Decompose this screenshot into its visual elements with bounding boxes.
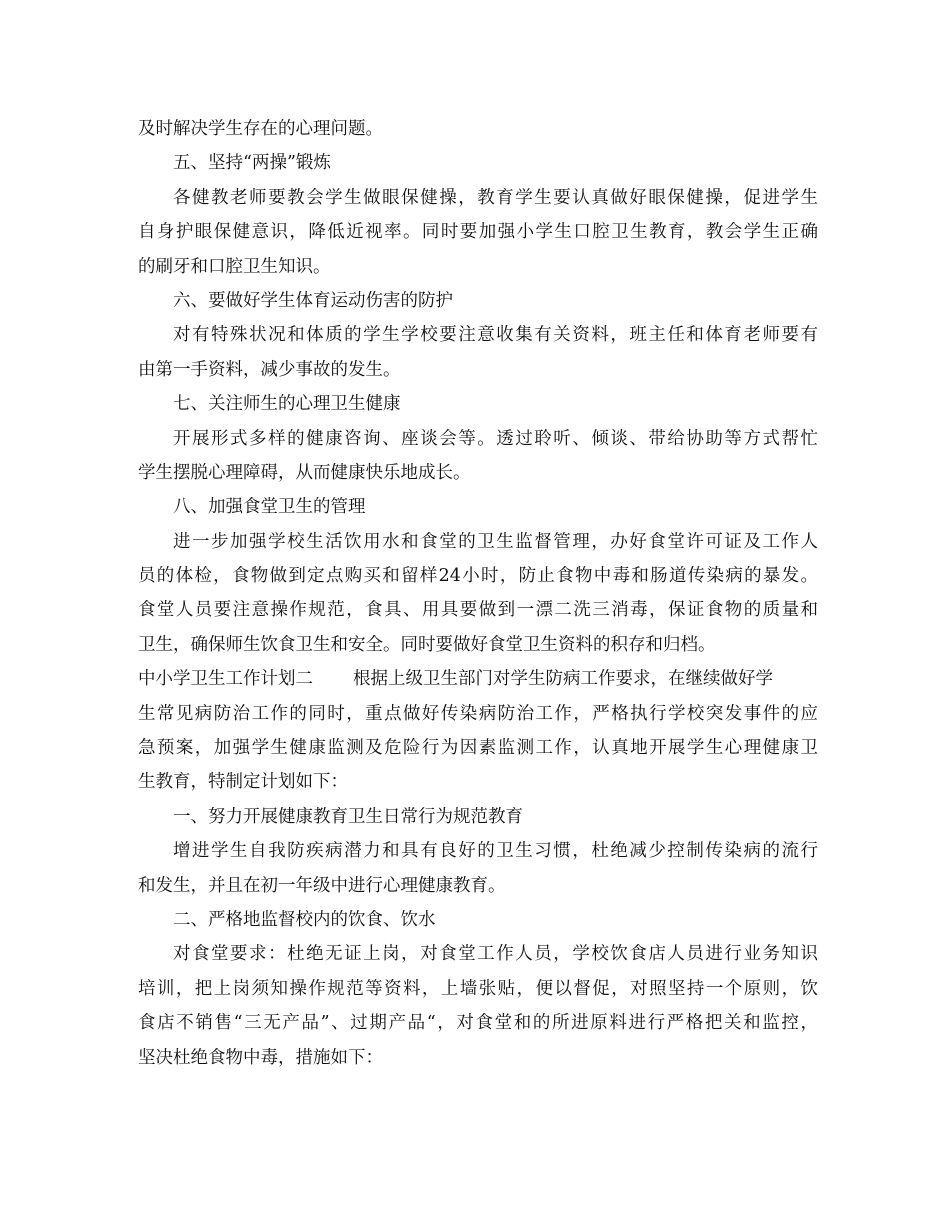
section-heading-eight: 八、加强食堂卫生的管理 bbox=[173, 497, 366, 518]
document-body bbox=[138, 112, 818, 1075]
paragraph-line: 学生摆脱心理障碍，从而健康快乐地成长。 bbox=[138, 462, 471, 483]
plan-two-first-line: 根据上级卫生部门对学生防病工作要求，在继续做好学 bbox=[353, 669, 773, 690]
paragraph-line: 开展形式多样的健康咨询、座谈会等。透过聆听、倾谈、带给协助等方式帮忙 bbox=[173, 428, 818, 449]
paragraph-line: 由第一手资料，减少事故的发生。 bbox=[138, 359, 401, 380]
plan-two-intro-line bbox=[138, 662, 818, 696]
paragraph-line: 和发生，并且在初一年级中进行心理健康教育。 bbox=[138, 875, 506, 896]
paragraph-line: 卫生，确保师生饮食卫生和安全。同时要做好食堂卫生资料的积存和归档。 bbox=[138, 634, 716, 655]
paragraph-line: 进一步加强学校生活饮用水和食堂的卫生监督管理，办好食堂许可证及工作人 bbox=[173, 531, 818, 552]
section-heading-six: 六、要做好学生体育运动伤害的防护 bbox=[173, 290, 453, 311]
paragraph-line: 生常见病防治工作的同时，重点做好传染病防治工作，严格执行学校突发事件的应 bbox=[138, 703, 818, 724]
paragraph-line: 培训，把上岗须知操作规范等资料，上墙张贴，便以督促，对照坚持一个原则，饮 bbox=[138, 978, 818, 999]
section-heading-five: 五、坚持“两操”锻炼 bbox=[173, 153, 331, 174]
paragraph-line: 增进学生自我防疾病潜力和具有良好的卫生习惯，杜绝减少控制传染病的流行 bbox=[173, 841, 818, 862]
paragraph-line: 生教育，特制定计划如下： bbox=[138, 772, 348, 793]
paragraph-line: 各健教老师要教会学生做眼保健操，教育学生要认真做好眼保健操，促进学生 bbox=[173, 187, 818, 208]
paragraph-line: 对食堂要求：杜绝无证上岗，对食堂工作人员，学校饮食店人员进行业务知识 bbox=[173, 944, 818, 965]
plan-two-title: 中小学卫生工作计划二 bbox=[138, 669, 313, 690]
paragraph-line: 食店不销售“三无产品”、过期产品“，对食堂和的所进原料进行严格把关和监控， bbox=[138, 1013, 818, 1034]
paragraph-line: 对有特殊状况和体质的学生学校要注意收集有关资料，班主任和体育老师要有 bbox=[173, 325, 818, 346]
section-heading-seven: 七、关注师生的心理卫生健康 bbox=[173, 394, 401, 415]
paragraph-line: 坚决杜绝食物中毒，措施如下： bbox=[138, 1047, 383, 1068]
paragraph-line: 及时解决学生存在的心理问题。 bbox=[138, 119, 383, 139]
paragraph-line: 食堂人员要注意操作规范，食具、用具要做到一漂二洗三消毒，保证食物的质量和 bbox=[138, 600, 818, 621]
paragraph-line: 员的体检，食物做到定点购买和留样24小时，防止食物中毒和肠道传染病的暴发。 bbox=[138, 566, 818, 587]
section-heading-one: 一、努力开展健康教育卫生日常行为规范教育 bbox=[173, 806, 523, 827]
paragraph-line: 自身护眼保健意识，降低近视率。同时要加强小学生口腔卫生教育，教会学生正确 bbox=[138, 222, 818, 243]
paragraph-line: 的刷牙和口腔卫生知识。 bbox=[138, 256, 331, 277]
section-heading-two: 二、严格地监督校内的饮食、饮水 bbox=[173, 909, 436, 930]
paragraph-line: 急预案，加强学生健康监测及危险行为因素监测工作，认真地开展学生心理健康卫 bbox=[138, 738, 818, 759]
